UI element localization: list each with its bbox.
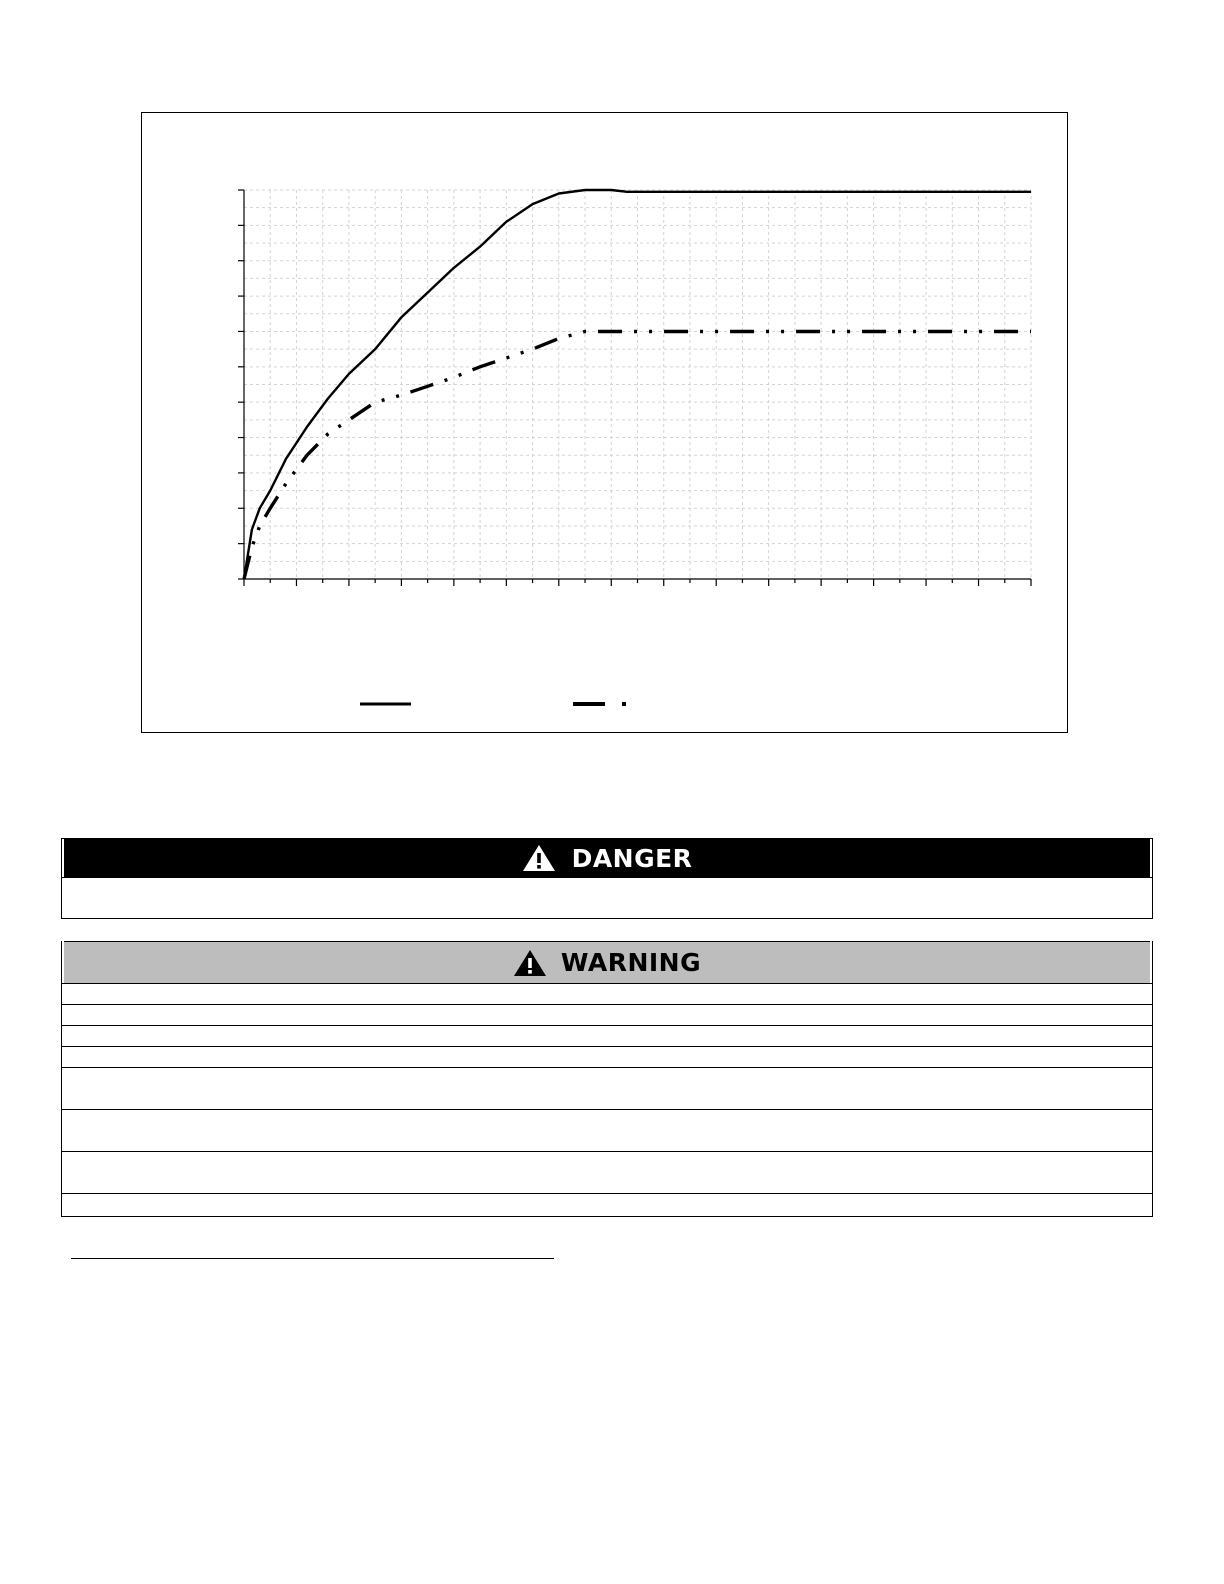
legend-dot	[622, 702, 626, 706]
warning-text-row	[62, 1151, 1152, 1193]
warning-rows	[62, 983, 1152, 1214]
chart-frame	[141, 112, 1068, 733]
danger-text-row	[62, 877, 1152, 918]
danger-box	[61, 838, 1153, 919]
warning-title: WARNING	[560, 948, 702, 977]
warning-text-row	[62, 1067, 1152, 1109]
warning-triangle-icon	[522, 844, 556, 872]
warning-text-row	[62, 983, 1152, 1004]
horizontal-rule	[71, 1258, 554, 1259]
warning-text-row	[62, 1046, 1152, 1067]
warning-triangle-icon	[513, 949, 547, 977]
warning-header	[64, 941, 1150, 983]
warning-text-row	[62, 1109, 1152, 1151]
danger-header	[64, 839, 1150, 877]
line-chart	[142, 113, 1069, 734]
warning-box	[61, 941, 1153, 1217]
warning-text-row	[62, 1193, 1152, 1214]
warning-text-row	[62, 1004, 1152, 1025]
warning-text-row	[62, 1025, 1152, 1046]
danger-title: DANGER	[571, 843, 693, 873]
